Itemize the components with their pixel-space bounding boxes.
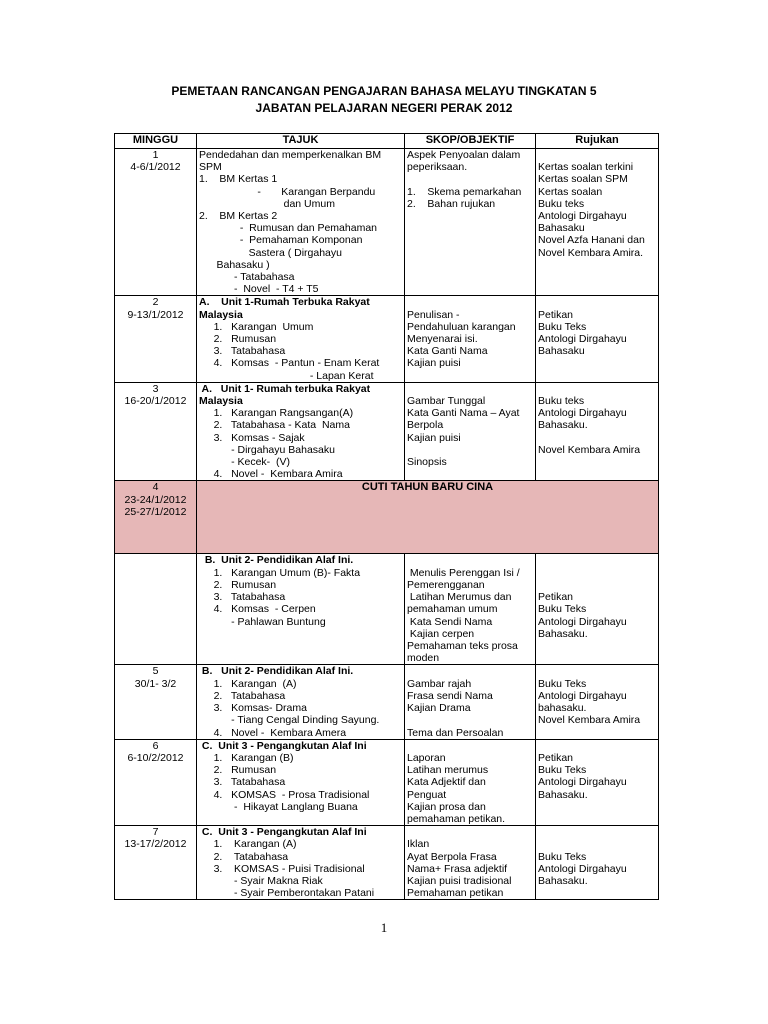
- rujukan-line: Buku teks: [538, 197, 585, 210]
- week-text: 3: [152, 382, 159, 395]
- week-text: 25-27/1/2012: [124, 505, 187, 518]
- table-row: [115, 149, 659, 296]
- week-text: 16-20/1/2012: [124, 395, 187, 408]
- tajuk-line: - Rumusan dan Pemahaman: [199, 222, 377, 235]
- tajuk-line: 4. Novel - Kembara Amira: [199, 468, 343, 481]
- skop-line: Kata Ganti Nama: [407, 345, 488, 358]
- tajuk-line: 3. Komsas - Sajak: [199, 431, 305, 444]
- tajuk-line: - Karangan Berpandu: [199, 185, 376, 198]
- rujukan-line: [538, 838, 656, 850]
- rujukan-line: Bahasaku.: [538, 419, 588, 432]
- rujukan-line: Bahasaku: [538, 222, 585, 235]
- skop-line: Sinopsis: [407, 456, 447, 469]
- tajuk-line: 4. Novel - Kembara Amera: [199, 726, 347, 739]
- rujukan-line: [538, 383, 656, 395]
- tajuk-line: Malaysia: [199, 308, 243, 321]
- table-body: [115, 149, 659, 900]
- tajuk-cell: [197, 665, 405, 739]
- column-header-rujukan: Rujukan: [536, 134, 659, 149]
- skop-line: Latihan Merumus dan: [407, 591, 512, 604]
- tajuk-line: 4. Komsas - Cerpen: [199, 603, 316, 616]
- week-text: 6: [152, 739, 159, 752]
- tajuk-line: - Kecek- (V): [199, 456, 291, 469]
- rujukan-line: Bahasaku.: [538, 874, 588, 887]
- tajuk-line: - Tiang Cengal Dinding Sayung.: [199, 714, 380, 727]
- rujukan-line: bahasaku.: [538, 702, 587, 715]
- skop-line: Latihan merumus: [407, 764, 489, 777]
- week-text: 9-13/1/2012: [127, 308, 184, 321]
- tajuk-cell: [197, 826, 405, 900]
- tajuk-line: 4. Komsas - Pantun - Enam Kerat: [199, 357, 380, 370]
- tajuk-line: 1. Karangan Umum (B)- Fakta: [199, 566, 361, 579]
- rujukan-line: Petikan: [538, 591, 574, 604]
- rujukan-line: Buku Teks: [538, 320, 587, 333]
- tajuk-line: - Pahlawan Buntung: [199, 615, 326, 628]
- rujukan-line: Antologi Dirgahayu: [538, 689, 627, 702]
- skop-line: Kajian puisi: [407, 357, 461, 370]
- skop-line: [407, 444, 533, 456]
- rujukan-line: Buku Teks: [538, 603, 587, 616]
- skop-line: Pendahuluan karangan: [407, 320, 516, 333]
- week-text: 23-24/1/2012: [124, 493, 187, 506]
- tajuk-line: - Dirgahayu Bahasaku: [199, 443, 335, 456]
- rujukan-line: Novel Azfa Hanani dan: [538, 234, 645, 247]
- tajuk-line: dan Umum: [199, 197, 335, 210]
- rujukan-line: Bahasaku.: [538, 788, 588, 801]
- skop-cell: [405, 554, 536, 665]
- rujukan-line: Antologi Dirgahayu: [538, 333, 627, 346]
- rujukan-cell: [536, 296, 659, 382]
- tajuk-line: Malaysia: [199, 395, 243, 408]
- skop-line: Kajian prosa dan: [407, 800, 486, 813]
- tajuk-line: 2. Tatabahasa: [199, 850, 289, 863]
- tajuk-line: - Syair Makna Riak: [199, 874, 323, 887]
- week-cell: [115, 665, 197, 739]
- week-text: 4: [152, 481, 159, 494]
- tajuk-line: B. Unit 2- Pendidikan Alaf Ini.: [199, 665, 354, 678]
- rujukan-line: [538, 826, 656, 838]
- skop-line: Pemahaman teks prosa: [407, 639, 518, 652]
- column-header-tajuk: TAJUK: [197, 134, 405, 149]
- week-text: 7: [152, 826, 159, 839]
- rujukan-line: Bahasaku: [538, 345, 585, 358]
- rujukan-cell: [536, 739, 659, 825]
- skop-line: Kajian cerpen: [407, 627, 475, 640]
- tajuk-line: 2. Rumusan: [199, 764, 277, 777]
- column-header-minggu: MINGGU: [115, 134, 197, 149]
- skop-line: Gambar rajah: [407, 677, 472, 690]
- rujukan-line: Antologi Dirgahayu: [538, 210, 627, 223]
- tajuk-line: 3. Komsas- Drama: [199, 702, 307, 715]
- holiday-label: CUTI TAHUN BARU CINA: [197, 481, 659, 554]
- table-row: [115, 382, 659, 481]
- skop-line: Iklan: [407, 838, 430, 851]
- rujukan-line: [538, 296, 656, 308]
- tajuk-line: 2. Rumusan: [199, 578, 277, 591]
- skop-line: Kajian puisi tradisional: [407, 874, 512, 887]
- tajuk-line: - Syair Pemberontakan Patani: [199, 887, 375, 900]
- table-row: [115, 554, 659, 665]
- skop-line: [407, 714, 533, 726]
- skop-line: [407, 554, 533, 566]
- rujukan-line: Novel Kembara Amira: [538, 714, 641, 727]
- document-title-line-2: JABATAN PELAJARAN NEGERI PERAK 2012: [255, 101, 513, 115]
- tajuk-line: Pendedahan dan memperkenalkan BM: [199, 149, 382, 161]
- rujukan-line: Petikan: [538, 308, 574, 321]
- rujukan-cell: [536, 665, 659, 739]
- week-cell: [115, 149, 197, 296]
- tajuk-line: A. Unit 1-Rumah Terbuka Rakyat: [199, 296, 370, 309]
- tajuk-cell: [197, 554, 405, 665]
- tajuk-line: 3. KOMSAS - Puisi Tradisional: [199, 862, 365, 875]
- tajuk-line: - Hikayat Langlang Buana: [199, 800, 358, 813]
- rujukan-line: Antologi Dirgahayu: [538, 407, 627, 420]
- skop-line: Nama+ Frasa adjektif: [407, 862, 508, 875]
- tajuk-line: 2. Tatabahasa - Kata Nama: [199, 419, 350, 432]
- skop-line: Kajian puisi: [407, 431, 461, 444]
- week-text: 6-10/2/2012: [127, 751, 184, 764]
- rujukan-line: Bahasaku.: [538, 627, 588, 640]
- tajuk-line: 3. Tatabahasa: [199, 345, 286, 358]
- table-header-row: [115, 134, 659, 149]
- tajuk-line: - Tatabahasa: [199, 271, 295, 284]
- tajuk-line: - Novel - T4 + T5: [199, 283, 319, 296]
- table-row: [115, 296, 659, 382]
- rujukan-line: Novel Kembara Amira: [538, 443, 641, 456]
- skop-line: [407, 740, 533, 752]
- skop-line: Penguat: [407, 788, 447, 801]
- skop-line: moden: [407, 652, 440, 665]
- skop-line: [407, 383, 533, 395]
- rujukan-line: [538, 149, 656, 161]
- skop-line: Menulis Perenggan Isi /: [407, 566, 520, 579]
- skop-line: [407, 296, 533, 308]
- skop-line: Menyenarai isi.: [407, 333, 478, 346]
- tajuk-cell: [197, 382, 405, 481]
- rujukan-line: Antologi Dirgahayu: [538, 862, 627, 875]
- rujukan-line: [538, 567, 656, 579]
- tajuk-line: A. Unit 1- Rumah terbuka Rakyat: [199, 382, 371, 395]
- rujukan-line: Kertas soalan terkini: [538, 161, 634, 174]
- skop-cell: [405, 149, 536, 296]
- skop-line: peperiksaan.: [407, 161, 468, 174]
- week-text: 2: [152, 296, 159, 309]
- table-row: [115, 826, 659, 900]
- skop-line: Kata Ganti Nama – Ayat: [407, 407, 520, 420]
- week-text: 13-17/2/2012: [124, 838, 187, 851]
- skop-line: Ayat Berpola Frasa: [407, 850, 497, 863]
- skop-line: Aspek Penyoalan dalam: [407, 149, 521, 161]
- skop-line: Berpola: [407, 419, 444, 432]
- week-text: 5: [152, 665, 159, 678]
- tajuk-cell: [197, 739, 405, 825]
- skop-line: Laporan: [407, 751, 446, 764]
- skop-cell: [405, 382, 536, 481]
- tajuk-line: - Pemahaman Komponan: [199, 234, 363, 247]
- skop-line: pemahaman umum: [407, 603, 498, 616]
- skop-line: [407, 826, 533, 838]
- rujukan-line: [538, 579, 656, 591]
- skop-line: pemahaman petikan.: [407, 812, 506, 825]
- tajuk-line: - Lapan Kerat: [199, 369, 374, 382]
- rujukan-line: [538, 740, 656, 752]
- skop-line: Pemerengganan: [407, 578, 485, 591]
- tajuk-line: 1. Karangan Rangsangan(A): [199, 407, 354, 420]
- tajuk-line: 1. BM Kertas 1: [199, 173, 278, 186]
- tajuk-line: 2. Rumusan: [199, 333, 277, 346]
- rujukan-line: Antologi Dirgahayu: [538, 615, 627, 628]
- table-row: [115, 665, 659, 739]
- skop-line: Kajian Drama: [407, 702, 471, 715]
- tajuk-cell: [197, 149, 405, 296]
- tajuk-line: Sastera ( Dirgahayu: [199, 246, 342, 259]
- rujukan-cell: [536, 554, 659, 665]
- tajuk-line: SPM: [199, 161, 222, 174]
- tajuk-line: Bahasaku ): [199, 258, 270, 271]
- week-cell: [115, 382, 197, 481]
- skop-cell: [405, 826, 536, 900]
- skop-line: Pemahaman petikan: [407, 887, 504, 900]
- tajuk-line: 2. BM Kertas 2: [199, 210, 278, 223]
- table-row: [115, 739, 659, 825]
- skop-line: [407, 173, 533, 185]
- rujukan-line: [538, 665, 656, 677]
- tajuk-line: C. Unit 3 - Pengangkutan Alaf Ini: [199, 826, 367, 839]
- week-cell: [115, 739, 197, 825]
- skop-line: [407, 665, 533, 677]
- skop-line: Tema dan Persoalan: [407, 726, 504, 739]
- rujukan-line: Kertas soalan: [538, 185, 603, 198]
- rujukan-line: Kertas soalan SPM: [538, 173, 628, 186]
- tajuk-line: 4. KOMSAS - Prosa Tradisional: [199, 788, 370, 801]
- document-title-line-1: PEMETAAN RANCANGAN PENGAJARAN BAHASA MELAYU TINGKATAN 5: [171, 84, 597, 98]
- rujukan-cell: [536, 149, 659, 296]
- skop-line: Gambar Tunggal: [407, 395, 486, 408]
- rujukan-cell: [536, 382, 659, 481]
- week-cell: [115, 554, 197, 665]
- lesson-plan-table: [114, 133, 659, 900]
- tajuk-line: 1. Karangan Umum: [199, 320, 314, 333]
- skop-line: Frasa sendi Nama: [407, 689, 493, 702]
- skop-line: Kata Adjektif dan: [407, 776, 486, 789]
- rujukan-line: Buku Teks: [538, 850, 587, 863]
- holiday-row: [115, 481, 659, 554]
- rujukan-line: Buku teks: [538, 395, 585, 408]
- page-number: 1: [380, 920, 388, 935]
- tajuk-line: 1. Karangan (B): [199, 751, 294, 764]
- week-cell: [115, 481, 197, 554]
- tajuk-line: C. Unit 3 - Pengangkutan Alaf Ini: [199, 739, 367, 752]
- rujukan-cell: [536, 826, 659, 900]
- rujukan-line: [538, 432, 656, 444]
- tajuk-line: B. Unit 2- Pendidikan Alaf Ini.: [199, 554, 354, 567]
- tajuk-line: 1. Karangan (A): [199, 677, 297, 690]
- tajuk-cell: [197, 296, 405, 382]
- week-text: 4-6/1/2012: [130, 161, 181, 174]
- week-cell: [115, 296, 197, 382]
- skop-line: 1. Skema pemarkahan: [407, 185, 522, 198]
- skop-cell: [405, 296, 536, 382]
- week-text: 30/1- 3/2: [134, 677, 177, 690]
- rujukan-line: Novel Kembara Amira.: [538, 246, 644, 259]
- rujukan-line: Antologi Dirgahayu: [538, 776, 627, 789]
- tajuk-line: 2. Tatabahasa: [199, 689, 286, 702]
- skop-line: Penulisan -: [407, 308, 460, 321]
- skop-cell: [405, 739, 536, 825]
- tajuk-line: 1. Karangan (A): [199, 838, 297, 851]
- rujukan-line: Petikan: [538, 751, 574, 764]
- skop-line: Kata Sendi Nama: [407, 615, 493, 628]
- week-text: 1: [152, 149, 159, 161]
- rujukan-line: Buku Teks: [538, 764, 587, 777]
- week-cell: [115, 826, 197, 900]
- rujukan-line: Buku Teks: [538, 677, 587, 690]
- column-header-skop: SKOP/OBJEKTIF: [405, 134, 536, 149]
- skop-line: 2. Bahan rujukan: [407, 197, 496, 210]
- tajuk-line: 3. Tatabahasa: [199, 776, 286, 789]
- skop-cell: [405, 665, 536, 739]
- tajuk-line: 3. Tatabahasa: [199, 591, 286, 604]
- rujukan-line: [538, 554, 656, 566]
